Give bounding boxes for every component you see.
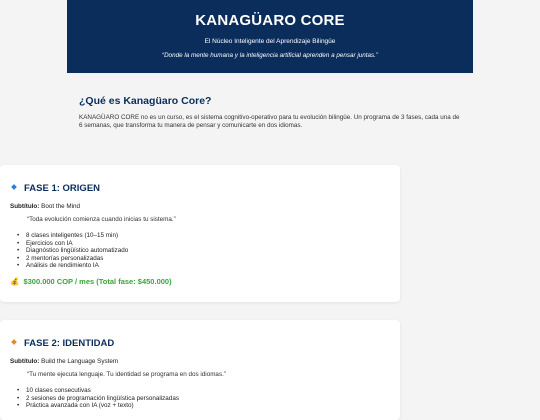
intro-body: KANAGÜARO CORE no es un curso, es el sistema cognitivo-operativo para tu evolución bilingüe. Un programa de 3 fases, cada una de 6 semanas, que transforma tu manera de pensar y comunicarte en dos idiomas. (79, 114, 460, 130)
phase-title-text: FASE 1: ORIGEN (24, 183, 101, 194)
hero-subtitle: El Núcleo Inteligente del Aprendizaje Bilingüe (204, 38, 336, 45)
money-bag-icon: 💰 (10, 277, 20, 286)
page-title: KANAGÜARO CORE (195, 12, 345, 29)
list-item: • Diagnóstico lingüístico automatizado (17, 247, 128, 255)
phase-feature-list (17, 232, 128, 270)
list-item: • 8 clases inteligentes (10–15 min) (17, 232, 128, 240)
hero-header (67, 0, 473, 73)
phase-title (12, 338, 114, 349)
list-item: • Análisis de rendimiento IA (17, 262, 128, 270)
list-item: • Ejercicios con IA (17, 240, 128, 248)
subtitle-label: Subtítulo: (10, 358, 40, 365)
hero-quote: “Donde la mente humana y la inteligencia artificial aprenden a pensar juntas.” (162, 52, 378, 59)
phase-feature-list (17, 387, 179, 410)
list-item: • 2 sesiones de programación lingüística personalizadas (17, 395, 179, 403)
phase-title-text: FASE 2: IDENTIDAD (24, 338, 115, 349)
phase-card-1 (0, 165, 400, 302)
subtitle-label: Subtítulo: (10, 203, 40, 210)
phase-title (12, 183, 100, 194)
phase-price (10, 277, 172, 286)
diamond-icon (11, 340, 17, 346)
intro-section (67, 85, 473, 149)
list-item: • Práctica avanzada con IA (voz + texto) (17, 402, 179, 410)
subtitle-value: Boot the Mind (41, 203, 80, 210)
phase-subtitle (10, 358, 118, 365)
subtitle-value: Build the Language System (41, 358, 119, 365)
intro-heading: ¿Qué es Kanagüaro Core? (79, 95, 212, 107)
diamond-icon (11, 185, 17, 191)
phase-quote: “Tu mente ejecuta lenguaje. Tu identidad se programa en dos idiomas.” (27, 371, 226, 378)
phase-quote: “Toda evolución comienza cuando inicias tu sistema.” (27, 216, 176, 223)
list-item: • 10 clases consecutivas (17, 387, 179, 395)
phase-card-2 (0, 320, 400, 420)
list-item: • 2 mentorías personalizadas (17, 255, 128, 263)
phase-subtitle (10, 203, 80, 210)
price-text: $300.000 COP / mes (Total fase: $450.000) (23, 277, 172, 286)
